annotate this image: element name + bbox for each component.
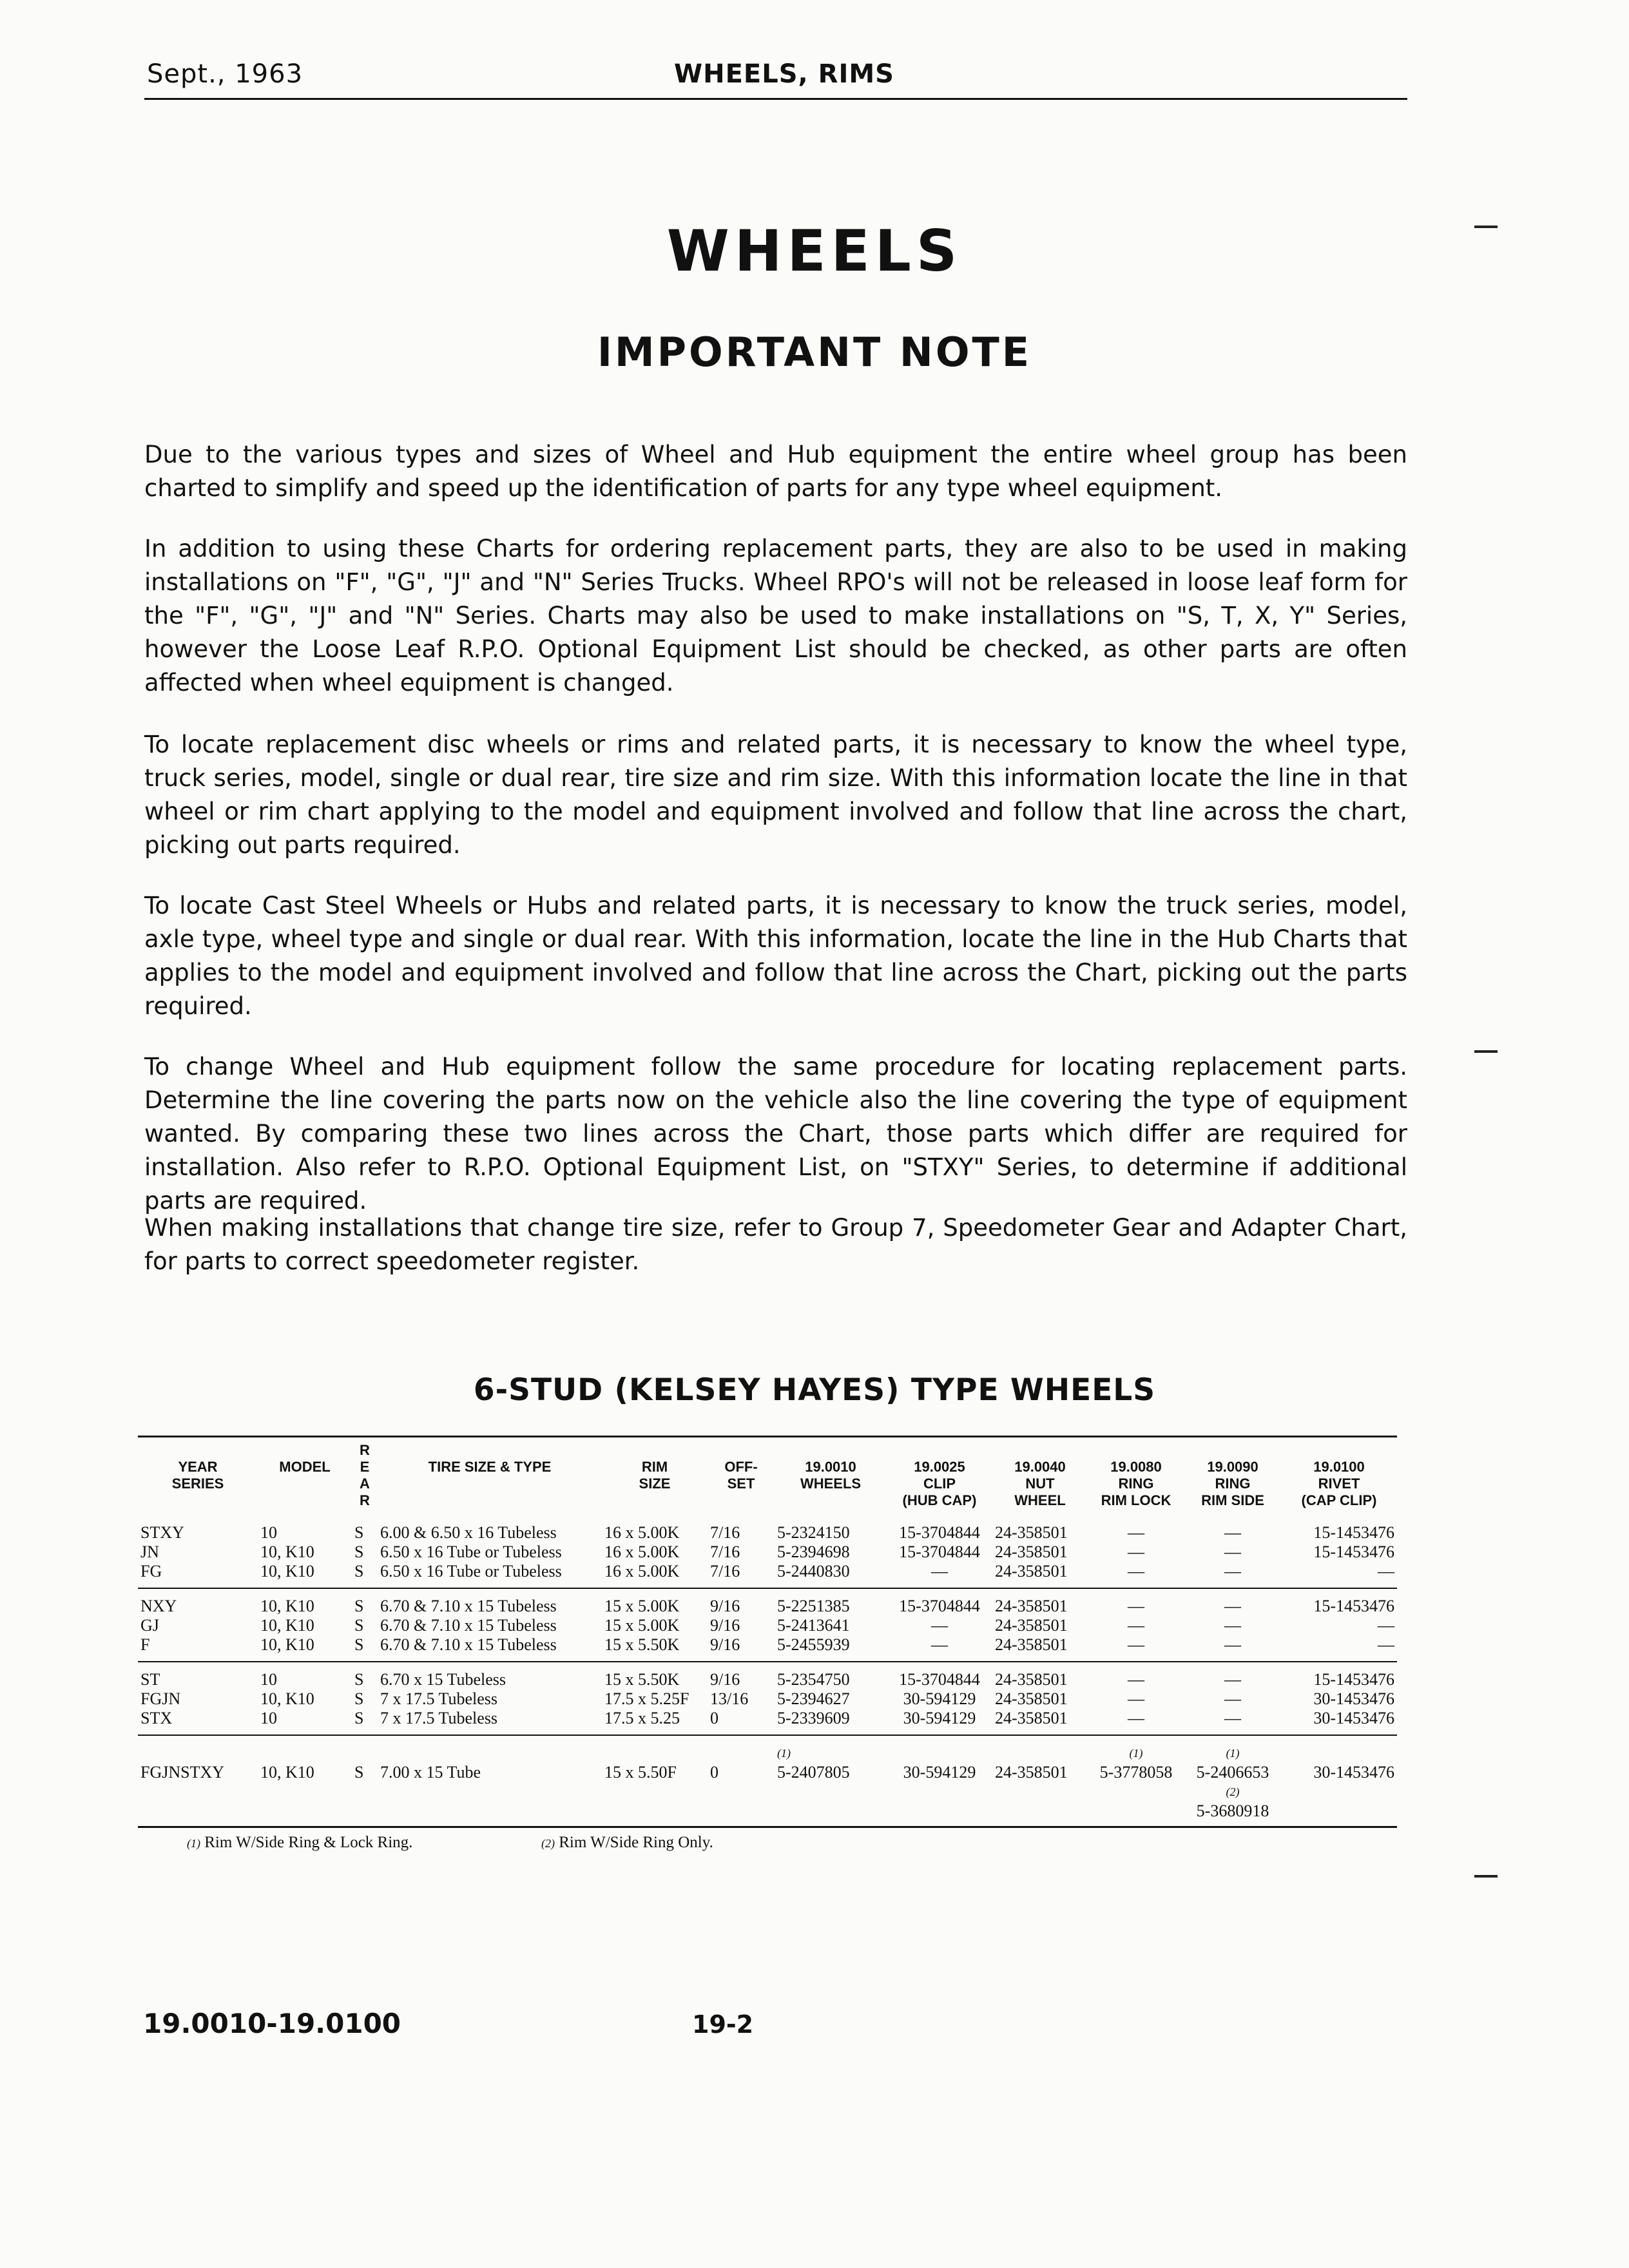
cell-clip: — (887, 1635, 992, 1662)
cell-offset: 0 (708, 1735, 775, 1827)
cell-rivet: 15-1453476 (1313, 1542, 1394, 1561)
table-row (138, 1542, 1397, 1562)
cell-ring-side: — (1224, 1616, 1241, 1635)
cell-series: STXY (140, 1523, 184, 1542)
cell-rear: S (352, 1709, 378, 1735)
cell-ring-lock: (1) 5-3778058 (1088, 1735, 1184, 1827)
cell-offset: 9/16 (710, 1597, 740, 1615)
paragraph-4: To locate Cast Steel Wheels or Hubs and related parts, it is necessary to know the truck series, model, axle type, wheel type and single or dual rear. With this information, locate the line in the Hub Charts that applies to the model and equipment involved and follow that line across the Chart, picking out the parts required. (144, 892, 1407, 1020)
cell-model: 10 (260, 1523, 277, 1542)
col-wheels: 19.0010 WHEELS (800, 1459, 862, 1492)
col-ring-lock: 19.0080 RING RIM LOCK (1101, 1459, 1171, 1508)
cell-rear: S (354, 1597, 364, 1615)
cell-rim-size: 17.5 x 5.25F (604, 1689, 689, 1708)
cell-offset: 9/16 (710, 1670, 740, 1689)
cell-ring-side: — (1224, 1689, 1241, 1708)
table-row (138, 1689, 1397, 1709)
cell-rim-size: 16 x 5.00K (604, 1542, 680, 1561)
cell-ring-lock: — (1088, 1635, 1184, 1662)
cell-rim-size: 15 x 5.50F (602, 1735, 708, 1827)
cell-series: F (138, 1635, 258, 1662)
cell-rim-size: 17.5 x 5.25 (602, 1709, 708, 1735)
margin-mark (1474, 1050, 1498, 1053)
cell-rear: S (352, 1735, 378, 1827)
cell-rear: S (354, 1616, 364, 1635)
cell-model: 10, K10 (258, 1635, 352, 1662)
cell-tire-size: 6.70 & 7.10 x 15 Tubeless (380, 1597, 557, 1615)
cell-model: 10, K10 (258, 1735, 352, 1827)
cell-nut: 24-358501 (992, 1635, 1088, 1662)
cell-rivet: 15-1453476 (1313, 1523, 1394, 1542)
cell-ring-side: — (1224, 1542, 1241, 1561)
cell-ring-side: (1) 5-2406653 (2) 5-3680918 (1184, 1735, 1281, 1827)
cell-rivet: 30-1453476 (1313, 1689, 1394, 1708)
cell-clip: 15-3704844 (899, 1542, 980, 1561)
cell-rivet: — (1378, 1616, 1394, 1635)
cell-clip: 15-3704844 (899, 1670, 980, 1689)
table-row (138, 1635, 1397, 1662)
paragraph-1: Due to the various types and sizes of Wheel and Hub equipment the entire wheel group has been charted to simplify and speed up the identification of parts for any type wheel equipment. (144, 441, 1407, 502)
col-rivet: 19.0100 RIVET (CAP CLIP) (1301, 1459, 1377, 1508)
cell-rivet: 30-1453476 (1281, 1735, 1397, 1827)
cell-tire-size: 7 x 17.5 Tubeless (380, 1689, 498, 1708)
page-subtitle: IMPORTANT NOTE (597, 329, 1032, 376)
cell-rivet: 15-1453476 (1313, 1597, 1394, 1615)
table-row (138, 1616, 1397, 1635)
footnote-2: (2) Rim W/Side Ring Only. (541, 1834, 713, 1851)
table-row (138, 1662, 1397, 1689)
cell-series: FGJNSTXY (138, 1735, 258, 1827)
cell-offset: 13/16 (710, 1689, 749, 1708)
cell-tire-size: 7.00 x 15 Tube (378, 1735, 602, 1827)
cell-rear: S (352, 1635, 378, 1662)
cell-clip: 15-3704844 (899, 1597, 980, 1615)
cell-nut: 24-358501 (992, 1735, 1088, 1827)
cell-model: 10 (260, 1670, 277, 1689)
cell-series: JN (140, 1542, 159, 1561)
cell-wheels: 5-2413641 (777, 1616, 850, 1635)
cell-wheels: 5-2394627 (777, 1689, 850, 1708)
cell-wheels: 5-2455939 (775, 1635, 887, 1662)
paragraph-2: In addition to using these Charts for ordering replacement parts, they are also to be used in making installations on "F", "G", "J" and "N" Series Trucks. Wheel RPO's will not be released in loose leaf form for the "F", "G", "J" and "N" Series. Charts may also be used to make installations on "S, T, X, Y" Series, however the Loose Leaf R.P.O. Optional Equipment List should be checked, as other parts are often affected when wheel equipment is changed. (144, 535, 1407, 697)
table-row (138, 1735, 1397, 1827)
cell-clip: — (887, 1562, 992, 1588)
cell-clip: 30-594129 (887, 1709, 992, 1735)
col-year-series: YEAR SERIES (171, 1459, 224, 1492)
cell-wheels: 5-2440830 (775, 1562, 887, 1588)
table-row (138, 1562, 1397, 1588)
margin-mark (1474, 226, 1498, 228)
cell-rear: S (352, 1562, 378, 1588)
table-row (138, 1709, 1397, 1735)
table-row (138, 1588, 1397, 1616)
cell-tire-size: 6.00 & 6.50 x 16 Tubeless (380, 1523, 557, 1542)
cell-ring-lock: — (1128, 1523, 1144, 1542)
cell-clip: 30-594129 (887, 1735, 992, 1827)
cell-ring-lock: — (1088, 1562, 1184, 1588)
cell-series: FGJN (140, 1689, 181, 1708)
table-row (138, 1515, 1397, 1542)
cell-offset: 7/16 (710, 1542, 740, 1561)
chart-title: 6-STUD (KELSEY HAYES) TYPE WHEELS (473, 1372, 1156, 1408)
cell-wheels: 5-2394698 (777, 1542, 850, 1561)
cell-model: 10, K10 (260, 1689, 314, 1708)
cell-model: 10, K10 (260, 1597, 314, 1615)
cell-wheels: 5-2354750 (777, 1670, 850, 1689)
cell-wheels: (1) 5-2407805 (775, 1735, 887, 1827)
col-offset: OFF- SET (724, 1459, 758, 1492)
col-tire-size: TIRE SIZE & TYPE (428, 1459, 552, 1475)
cell-ring-side: — (1184, 1635, 1281, 1662)
cell-rivet: — (1281, 1635, 1397, 1662)
cell-offset: 9/16 (708, 1635, 775, 1662)
cell-nut: 24-358501 (992, 1562, 1088, 1588)
cell-offset: 7/16 (708, 1562, 775, 1588)
cell-series: GJ (140, 1616, 159, 1635)
cell-rim-size: 15 x 5.50K (604, 1670, 680, 1689)
cell-nut: 24-358501 (995, 1616, 1068, 1635)
cell-series: ST (140, 1670, 160, 1689)
cell-rivet: 15-1453476 (1313, 1670, 1394, 1689)
cell-model: 10, K10 (260, 1542, 314, 1561)
cell-ring-lock: — (1128, 1670, 1144, 1689)
cell-ring-side: — (1224, 1597, 1241, 1615)
cell-nut: 24-358501 (995, 1689, 1068, 1708)
chart-header-row (138, 1438, 1397, 1515)
cell-rear: S (354, 1523, 364, 1542)
cell-nut: 24-358501 (995, 1523, 1068, 1542)
cell-offset: 7/16 (710, 1523, 740, 1542)
cell-rim-size: 16 x 5.00K (602, 1562, 708, 1588)
cell-model: 10 (258, 1709, 352, 1735)
cell-series: NXY (140, 1597, 177, 1615)
paragraph-5: To change Wheel and Hub equipment follow the same procedure for locating replacement parts. Determine the line covering the parts now on the vehicle also the line covering the type of equipment wanted. By comparing these two lines across the Chart, those parts which differ are required for installation. Also refer to R.P.O. Optional Equipment List, on "STXY" Series, to determine if additional parts are required. (144, 1053, 1407, 1215)
col-nut: 19.0040 NUT WHEEL (1014, 1459, 1066, 1508)
footer-group-range: 19.0010-19.0100 (143, 2008, 401, 2039)
cell-tire-size: 6.50 x 16 Tube or Tubeless (378, 1562, 602, 1588)
cell-nut: 24-358501 (995, 1542, 1068, 1561)
chart-top-rule (138, 1436, 1397, 1437)
footer-page-number: 19-2 (692, 2010, 754, 2039)
cell-rear: S (354, 1542, 364, 1561)
cell-ring-lock: — (1128, 1689, 1144, 1708)
cell-rivet: 30-1453476 (1281, 1709, 1397, 1735)
cell-tire-size: 6.50 x 16 Tube or Tubeless (380, 1542, 562, 1561)
cell-series: FG (138, 1562, 258, 1588)
cell-nut: 24-358501 (995, 1597, 1068, 1615)
cell-clip: — (931, 1616, 948, 1635)
cell-ring-side: — (1184, 1709, 1281, 1735)
col-ring-side: 19.0090 RING RIM SIDE (1201, 1459, 1264, 1508)
cell-tire-size: 6.70 x 15 Tubeless (380, 1670, 506, 1689)
cell-rim-size: 16 x 5.00K (604, 1523, 680, 1542)
cell-clip: 15-3704844 (899, 1523, 980, 1542)
cell-rim-size: 15 x 5.50K (602, 1635, 708, 1662)
page-title: WHEELS (666, 218, 963, 284)
cell-ring-lock: — (1088, 1709, 1184, 1735)
cell-tire-size: 6.70 & 7.10 x 15 Tubeless (378, 1635, 602, 1662)
paragraph-3: To locate replacement disc wheels or rims and related parts, it is necessary to know the wheel type, truck series, model, single or dual rear, tire size and rim size. With this information locate the line in that wheel or rim chart applying to the model and equipment involved and follow that line across the chart, picking out parts required. (144, 731, 1407, 859)
cell-model: 10, K10 (260, 1616, 314, 1635)
cell-ring-side: — (1184, 1562, 1281, 1588)
margin-mark (1474, 1875, 1498, 1878)
cell-wheels: 5-2251385 (777, 1597, 850, 1615)
col-rim-size: RIM SIZE (639, 1459, 671, 1492)
header-rule (144, 98, 1407, 100)
cell-rim-size: 15 x 5.00K (604, 1597, 680, 1615)
col-model: MODEL (279, 1459, 331, 1475)
cell-offset: 9/16 (710, 1616, 740, 1635)
cell-ring-side: — (1224, 1670, 1241, 1689)
cell-offset: 0 (708, 1709, 775, 1735)
cell-model: 10, K10 (258, 1562, 352, 1588)
header-section: WHEELS, RIMS (674, 59, 894, 89)
cell-rivet: — (1281, 1562, 1397, 1588)
cell-wheels: 5-2339609 (775, 1709, 887, 1735)
cell-ring-lock: — (1128, 1597, 1144, 1615)
cell-tire-size: 7 x 17.5 Tubeless (378, 1709, 602, 1735)
wheels-chart-table (138, 1438, 1397, 1828)
cell-clip: 30-594129 (903, 1689, 976, 1708)
cell-nut: 24-358501 (992, 1709, 1088, 1735)
paragraph-6: When making installations that change tire size, refer to Group 7, Speedometer Gear and Adapter Chart, for parts to correct speedometer register. (144, 1214, 1407, 1275)
cell-tire-size: 6.70 & 7.10 x 15 Tubeless (380, 1616, 557, 1635)
cell-nut: 24-358501 (995, 1670, 1068, 1689)
cell-wheels: 5-2324150 (777, 1523, 850, 1542)
header-date: Sept., 1963 (147, 59, 304, 89)
col-rear: R E A R (360, 1442, 370, 1508)
footnote-1: (1) Rim W/Side Ring & Lock Ring. (187, 1834, 413, 1851)
cell-ring-side: — (1224, 1523, 1241, 1542)
cell-rear: S (354, 1689, 364, 1708)
cell-ring-lock: — (1128, 1542, 1144, 1561)
cell-series: STX (138, 1709, 258, 1735)
cell-rim-size: 15 x 5.00K (604, 1616, 680, 1635)
cell-ring-lock: — (1128, 1616, 1144, 1635)
cell-rear: S (354, 1670, 364, 1689)
col-clip: 19.0025 CLIP (HUB CAP) (902, 1459, 977, 1508)
